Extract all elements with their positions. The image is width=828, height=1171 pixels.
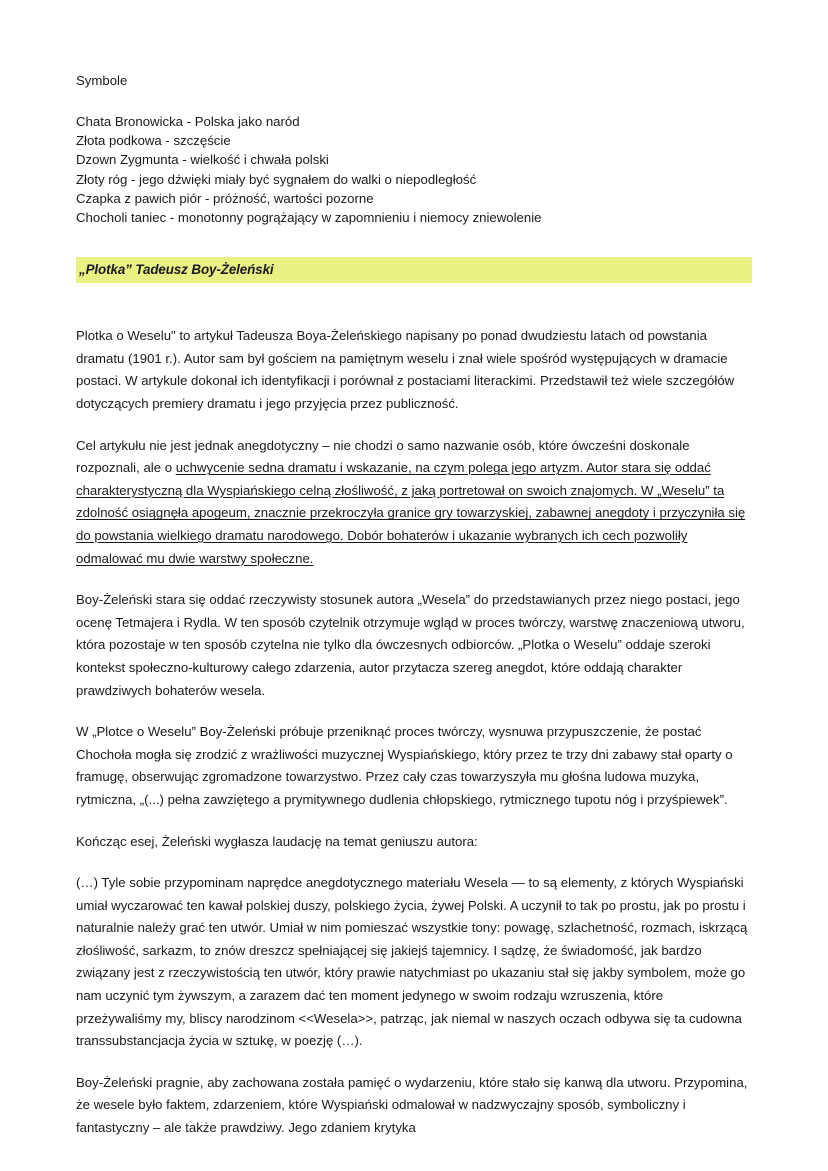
paragraph-memory-closing: Boy-Żeleński pragnie, aby zachowana została pamięć o wydarzeniu, które stało się kanwą dla utworu. Przypomina, że wesele było faktem, zdarzeniem, które Wyspiański odmalował w nadzwyczajny sposób, symboliczny i fantastyczny – ale także prawdziwy. Jego zdaniem krytyka [76,1074,748,1136]
paragraph-intro: Plotka o Weselu" to artykuł Tadeusza Boya-Żeleńskiego napisany po ponad dwudziestu latach od powstania dramatu (1901 r.). Autor sam był gościem na pamiętnym weselu i znał wiele spośród występujących w dramacie postaci. W artykule dokonał ich identyfikacji i porównał z postaciami literackimi. Przedstawił też wiele szczegółów dotyczących premiery dramatu i jego przyjęcia przez publiczność. [76,328,735,411]
paragraph-purpose [76,435,752,571]
symbol-item: Chata Bronowicka - Polska jako naród [76,114,300,129]
symbols-section [76,72,752,227]
symbol-item: Chocholi taniec - monotonny pogrążający w zapomnieniu i niemocy zniewolenie [76,210,542,226]
symbol-item: Złota podkowa - szczęście [76,133,231,149]
paragraph-quotation: (…) Tyle sobie przypominam naprędce anegdotycznego materiału Wesela — to są elementy, z których Wyspiański umiał wyczarować ten kawał polskiej duszy, polskiego życia, żywej Polski. A uczynił to tak po prostu, jak po prostu i naturalnie należy grać ten utwór. Umiał w nim pomieszać wszystkie tony: powagę, szlachetność, rozmach, iskrzącą złośliwość, sarkazm, to znów dreszcz spełniającej się jakiejś tajemnicy. I sądzę, że świadomość, jak bardzo związany jest z rzeczywistością ten utwór, który prawie natychmiast po ukazaniu stał się jakby symbolem, może go nam uczynić tym żywszym, a zarazem dać ten moment jedynego w swoim rodzaju wzruszenia, które przeżywaliśmy my, bliscy narodzinom <<Wesela>>, patrząc, jak niemal w naszych oczach odbywa się ta cudowna transsubstancjacja życia w sztukę, w poezję (…). [76,875,748,1049]
section-heading-plotka: „Plotka” Tadeusz Boy-Żeleński [76,257,752,283]
paragraph-purpose-plain: Cel artykułu nie jest jednak anegdotyczny – nie chodzi o samo nazwanie osób, które ówcześni doskonale rozpoznali, ale o [76,437,690,476]
symbol-item: Czapka z pawich piór - próżność, wartości pozorne [76,190,374,206]
paragraph-purpose-underlined: uchwycenie sedna dramatu i wskazanie, na czym polega jego artyzm. Autor stara się oddać charakterystyczną dla Wyspiańskiego celną złośliwość, z jaką portretował on swoich znajomych. W „Weselu” ta zdolność osiągnęła apogeum, znacznie przekroczyła granice gry towarzyskiej, zabawnej anegdoty i przyczyniła się do powstania wielkiego dramatu narodowego. Dobór bohaterów i ukazanie wybranych ich cech pozwoliły odmalować mu dwie warstwy społeczne. [76,460,746,566]
paragraph-laudation-lead: Kończąc esej, Żeleński wygłasza laudację na temat geniuszu autora: [76,833,478,849]
body-text-block [76,325,752,1139]
paragraph-chochol-origin: W „Plotce o Weselu” Boy-Żeleński próbuje przeniknąć proces twórczy, wysnuwa przypuszczenie, że postać Chochoła mogła się zrodzić z wrażliwości muzycznej Wyspiańskiego, który przez te trzy dni zabawy stał oparty o framugę, obserwując zgromadzone towarzystwo. Przez cały czas towarzyszyła mu głośna ludowa muzyka, rytmiczna, „(...) pełna zawziętego a prymitywnego dudlenia chłopskiego, rytmicznego tupotu nóg i przyśpiewek”. [76,724,733,807]
symbol-item: Złoty róg - jego dźwięki miały być sygnałem do walki o niepodległość [76,171,477,187]
document-content [76,72,752,1140]
symbols-section-title: Symbole [76,73,128,88]
symbols-list [76,112,752,227]
symbol-item: Dzown Zygmunta - wielkość i chwała polski [76,152,329,168]
paragraph-authors-attitude: Boy-Żeleński stara się oddać rzeczywisty stosunek autora „Wesela” do przedstawianych przez niego postaci, jego ocenę Tetmajera i Rydla. W ten sposób czytelnik otrzymuje wgląd w proces twórczy, warstwę znaczeniową utworu, która pozostaje w ten sposób czytelna nie tylko dla ówczesnych odbiorców. „Plotka o Weselu” oddaje szeroki kontekst społeczno-kulturowy całego zdarzenia, autor przytacza szereg anegdot, które oddają charakter prawdziwych bohaterów wesela. [76,592,745,698]
highlighted-heading-container [76,257,752,283]
